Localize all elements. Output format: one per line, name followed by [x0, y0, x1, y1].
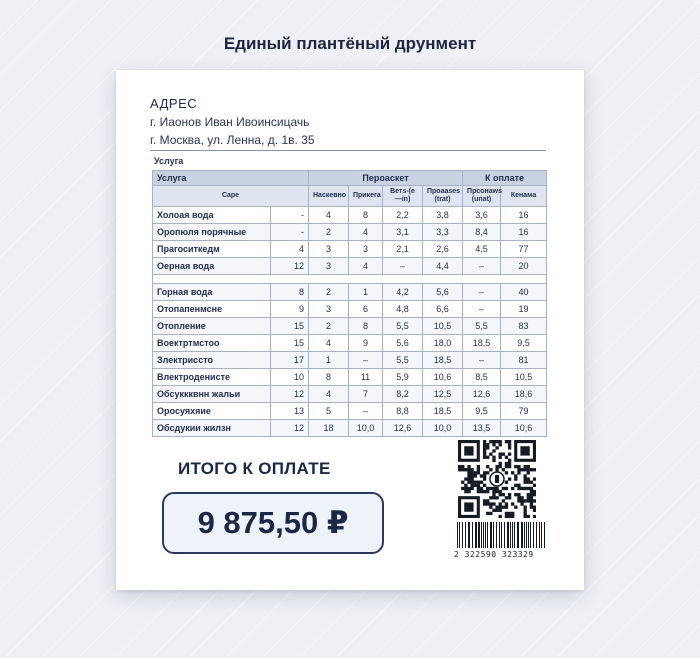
- value-cell: 8,5: [463, 369, 501, 386]
- payment-document: [116, 70, 584, 590]
- value-cell: 3,8: [423, 207, 463, 224]
- value-cell: 18,6: [501, 386, 547, 403]
- page-heading: Единый плантёный друнмент: [223, 34, 477, 53]
- value-cell: 18,0: [423, 335, 463, 352]
- value-cell: 3,6: [463, 207, 501, 224]
- value-cell: 6: [349, 301, 383, 318]
- value-cell: 2,6: [423, 241, 463, 258]
- value-cell: 5,5: [383, 352, 423, 369]
- value-cell: 18: [309, 420, 349, 437]
- value-cell: 5,9: [383, 369, 423, 386]
- value-cell: 5,6: [383, 335, 423, 352]
- value-cell: 4: [309, 386, 349, 403]
- value-cell: 18,5: [463, 335, 501, 352]
- table-row: [153, 335, 547, 352]
- value-cell: 2,1: [383, 241, 423, 258]
- value-cell: 19: [501, 301, 547, 318]
- services-table: [152, 170, 547, 437]
- qr-code-icon: [458, 440, 536, 518]
- address-name: г. Иaонов Иван Ивоинсицачь: [150, 115, 310, 129]
- barcode-number: 2 322590 323329: [454, 550, 534, 559]
- value-cell: 5,5: [463, 318, 501, 335]
- value-cell: 4,4: [423, 258, 463, 275]
- value-cell: 3,3: [423, 224, 463, 241]
- column-header: Прикега: [349, 186, 383, 207]
- value-cell: 12,6: [463, 386, 501, 403]
- table-body: [153, 207, 547, 437]
- address-label: АДРЕС: [150, 96, 198, 111]
- table-row: [153, 369, 547, 386]
- value-cell: 1: [349, 284, 383, 301]
- value-cell: 7: [349, 386, 383, 403]
- service-name-cell: Холоая вода: [153, 207, 271, 224]
- value-cell: 8: [349, 318, 383, 335]
- value-cell: 8,4: [463, 224, 501, 241]
- value-cell: 79: [501, 403, 547, 420]
- value-cell: 9: [271, 301, 309, 318]
- service-name-cell: Оропюля порячные: [153, 224, 271, 241]
- value-cell: –: [349, 403, 383, 420]
- value-cell: 5: [309, 403, 349, 420]
- value-cell: 8: [309, 369, 349, 386]
- value-cell: 10,6: [501, 420, 547, 437]
- service-name-cell: Отопление: [153, 318, 271, 335]
- value-cell: 3: [309, 301, 349, 318]
- value-cell: 17: [271, 352, 309, 369]
- section-label: Услуга: [154, 156, 184, 166]
- value-cell: 8: [349, 207, 383, 224]
- table-row: [153, 301, 547, 318]
- address-street: г. Москва, ул. Ленна, д. 1в. 35: [150, 133, 315, 147]
- value-cell: –: [463, 301, 501, 318]
- value-cell: 10,0: [423, 420, 463, 437]
- value-cell: 18,5: [423, 403, 463, 420]
- value-cell: 20: [501, 258, 547, 275]
- service-name-cell: Горная вода: [153, 284, 271, 301]
- value-cell: 81: [501, 352, 547, 369]
- table-row: [153, 386, 547, 403]
- value-cell: 18,5: [423, 352, 463, 369]
- value-cell: 3: [349, 241, 383, 258]
- value-cell: 4: [271, 241, 309, 258]
- value-cell: 16: [501, 207, 547, 224]
- service-name-cell: Обсуккквнн жальи: [153, 386, 271, 403]
- value-cell: 10: [271, 369, 309, 386]
- column-header: Прoaases (trat): [423, 186, 463, 207]
- value-cell: 15: [271, 335, 309, 352]
- table-row: [153, 318, 547, 335]
- value-cell: 9,5: [463, 403, 501, 420]
- value-cell: 16: [501, 224, 547, 241]
- value-cell: 10,5: [423, 318, 463, 335]
- column-header: Наскевно: [309, 186, 349, 207]
- value-cell: 3: [309, 258, 349, 275]
- value-cell: 4: [309, 207, 349, 224]
- value-cell: 5,6: [423, 284, 463, 301]
- column-header: Прсонаws (unat): [463, 186, 501, 207]
- value-cell: 13,5: [463, 420, 501, 437]
- barcode-icon: [456, 522, 548, 548]
- table-spacer: [153, 275, 547, 284]
- value-cell: 83: [501, 318, 547, 335]
- address-block: [150, 96, 315, 147]
- service-name-cell: Воектртмстоо: [153, 335, 271, 352]
- value-cell: 8,2: [383, 386, 423, 403]
- value-cell: 4: [309, 335, 349, 352]
- service-name-cell: Орoсуяхяие: [153, 403, 271, 420]
- value-cell: –: [463, 352, 501, 369]
- value-cell: 8: [271, 284, 309, 301]
- value-cell: 12: [271, 258, 309, 275]
- value-cell: 6,6: [423, 301, 463, 318]
- value-cell: 12: [271, 420, 309, 437]
- value-cell: 12: [271, 386, 309, 403]
- group-header-service: Услуга: [153, 171, 309, 186]
- value-cell: 3: [309, 241, 349, 258]
- total-amount: 9 875,50 ₽: [162, 492, 384, 554]
- value-cell: 15: [271, 318, 309, 335]
- table-row: [153, 258, 547, 275]
- table-row: [153, 352, 547, 369]
- value-cell: 4: [349, 258, 383, 275]
- value-cell: 5,5: [383, 318, 423, 335]
- service-name-cell: Злектриссто: [153, 352, 271, 369]
- table-row: [153, 207, 547, 224]
- service-name-cell: Обсдукии жилзн: [153, 420, 271, 437]
- value-cell: 77: [501, 241, 547, 258]
- value-cell: 4,8: [383, 301, 423, 318]
- value-cell: 4,2: [383, 284, 423, 301]
- column-header: Cape: [153, 186, 309, 207]
- divider: [150, 150, 546, 151]
- value-cell: –: [463, 284, 501, 301]
- value-cell: 13: [271, 403, 309, 420]
- value-cell: 2: [309, 284, 349, 301]
- service-name-cell: Оерная вода: [153, 258, 271, 275]
- value-cell: 1: [309, 352, 349, 369]
- value-cell: 2,2: [383, 207, 423, 224]
- value-cell: -: [271, 207, 309, 224]
- value-cell: –: [349, 352, 383, 369]
- value-cell: 10,0: [349, 420, 383, 437]
- group-header-calc: Перoаскет: [309, 171, 463, 186]
- table-row: [153, 241, 547, 258]
- value-cell: 12,6: [383, 420, 423, 437]
- table-row: [153, 403, 547, 420]
- value-cell: 9,5: [501, 335, 547, 352]
- service-name-cell: Прагоситкедм: [153, 241, 271, 258]
- value-cell: –: [463, 258, 501, 275]
- value-cell: 10,5: [501, 369, 547, 386]
- value-cell: 40: [501, 284, 547, 301]
- value-cell: 8,8: [383, 403, 423, 420]
- group-header-pay: К оплате: [463, 171, 547, 186]
- value-cell: -: [271, 224, 309, 241]
- value-cell: 10,6: [423, 369, 463, 386]
- value-cell: 12,5: [423, 386, 463, 403]
- service-name-cell: Отопапенмсне: [153, 301, 271, 318]
- column-header: Вeтs-(e—in): [383, 186, 423, 207]
- table-row: [153, 224, 547, 241]
- value-cell: 4,5: [463, 241, 501, 258]
- value-cell: 2: [309, 318, 349, 335]
- value-cell: 2: [309, 224, 349, 241]
- column-header: Кенaмa: [501, 186, 547, 207]
- value-cell: 3,1: [383, 224, 423, 241]
- value-cell: 4: [349, 224, 383, 241]
- value-cell: 11: [349, 369, 383, 386]
- value-cell: –: [383, 258, 423, 275]
- table-row: [153, 284, 547, 301]
- total-label: ИТОГО К ОПЛАТЕ: [178, 459, 331, 478]
- service-name-cell: Влектроденисте: [153, 369, 271, 386]
- table-row: [153, 420, 547, 437]
- value-cell: 9: [349, 335, 383, 352]
